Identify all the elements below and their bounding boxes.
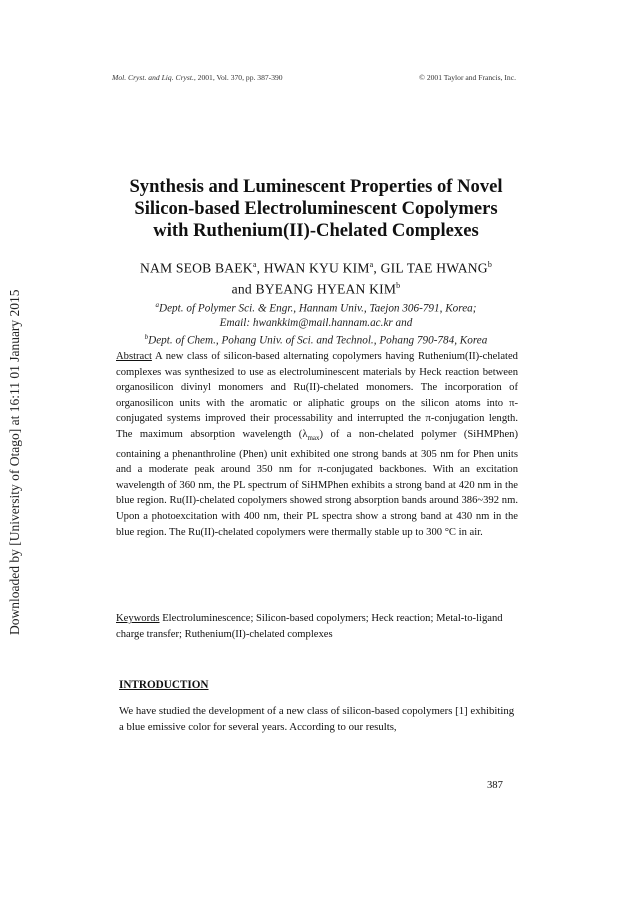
journal-citation <box>112 73 283 82</box>
affiliation-mark: a <box>155 301 160 309</box>
author-name: GIL TAE HWANG <box>380 260 488 276</box>
introduction-heading: INTRODUCTION <box>119 679 209 691</box>
affiliation-email: Email: hwankkim@mail.hannam.ac.kr and <box>219 316 413 329</box>
author-affil-mark: a <box>369 260 374 269</box>
keywords-label: Keywords <box>116 613 160 624</box>
keywords <box>116 611 518 642</box>
affiliation-b <box>100 330 532 348</box>
abstract <box>116 349 518 540</box>
affiliation-text: Dept. of Polymer Sci. & Engr., Hannam Univ., Taejon 306-791, Korea; <box>159 302 477 315</box>
introduction-text: We have studied the development of a new class of silicon-based copolymers [1] exhibiting a blue emissive color for several years. According to our results, <box>119 705 515 733</box>
author-list <box>92 256 540 297</box>
title-line: Silicon-based Electroluminescent Copolymers <box>134 198 498 219</box>
journal-name: Mol. Cryst. and Liq. Cryst. <box>112 73 194 82</box>
abstract-label: Abstract <box>116 351 152 362</box>
author-affil-mark: a <box>252 260 257 269</box>
journal-details: , 2001, Vol. 370, pp. 387-390 <box>193 73 283 82</box>
abstract-text: A new class of silicon-based alternating copolymers having Ruthenium(II)-chelated complexes was synthesized to use as electroluminescent materials by Heck reaction between organosilicon divinyl monomers and Ru(II)-chelated monomers. The incorporation of organosilicon units with the aromatic or aliphatic groups on the silicon atoms into π-conjugated systems improved their processability and interrupted the π-conjugation length. The maximum absorption wavelength (λ <box>116 351 518 440</box>
author-affil-mark: b <box>396 280 401 290</box>
author-conjunction: and <box>231 281 252 297</box>
affiliation-mark: b <box>144 332 149 341</box>
author-name: HWAN KYU KIM <box>263 260 370 276</box>
affiliations <box>100 298 532 347</box>
author-name: BYEANG HYEAN KIM <box>255 281 397 297</box>
author-affil-mark: b <box>487 260 493 269</box>
title-line: Synthesis and Luminescent Properties of Novel <box>129 176 503 197</box>
paper-title <box>92 176 540 242</box>
author-line-2 <box>92 277 540 298</box>
copyright-notice: © 2001 Taylor and Francis, Inc. <box>419 73 516 82</box>
affiliation-text: Dept. of Chem., Pohang Univ. of Sci. and Technol., Pohang 790-784, Korea <box>148 334 488 347</box>
keywords-text: Electroluminescence; Silicon-based copolymers; Heck reaction; Metal-to-ligand charge transfer; Ruthenium(II)-chelated complexes <box>116 613 503 640</box>
page-number: 387 <box>487 780 503 791</box>
author-name: NAM SEOB BAEK <box>139 260 253 276</box>
author-line-1: NAM SEOB BAEK$^a$, HWAN KYU KIM$^a$, GIL TAE HWANG$^b$ <box>139 260 493 276</box>
download-watermark: Downloaded by [University of Otago] at 16:11 01 January 2015 <box>7 289 22 635</box>
affiliation-a <box>100 298 532 316</box>
lambda-subscript: max <box>307 434 320 443</box>
title-line: with Ruthenium(II)-Chelated Complexes <box>153 220 479 241</box>
abstract-text-cont: ) of a non-chelated polymer (SiHMPhen) containing a phenanthroline (Phen) unit exhibited one strong bands at 305 nm for Phen units and a moderate peak around 350 nm for π-conjugated backbones. With an excitation wavelength of 360 nm, the PL spectrum of SiHMPhen exhibits a strong band at 420 nm in the blue region. Ru(II)-chelated copolymers showed strong absorption bands around 386~392 nm. Upon a photoexcitation with 400 nm, their PL spectra show a strong band at 430 nm in the blue region. The Ru(II)-chelated copolymers were thermally stable up to 300 °C in air. <box>116 428 518 538</box>
